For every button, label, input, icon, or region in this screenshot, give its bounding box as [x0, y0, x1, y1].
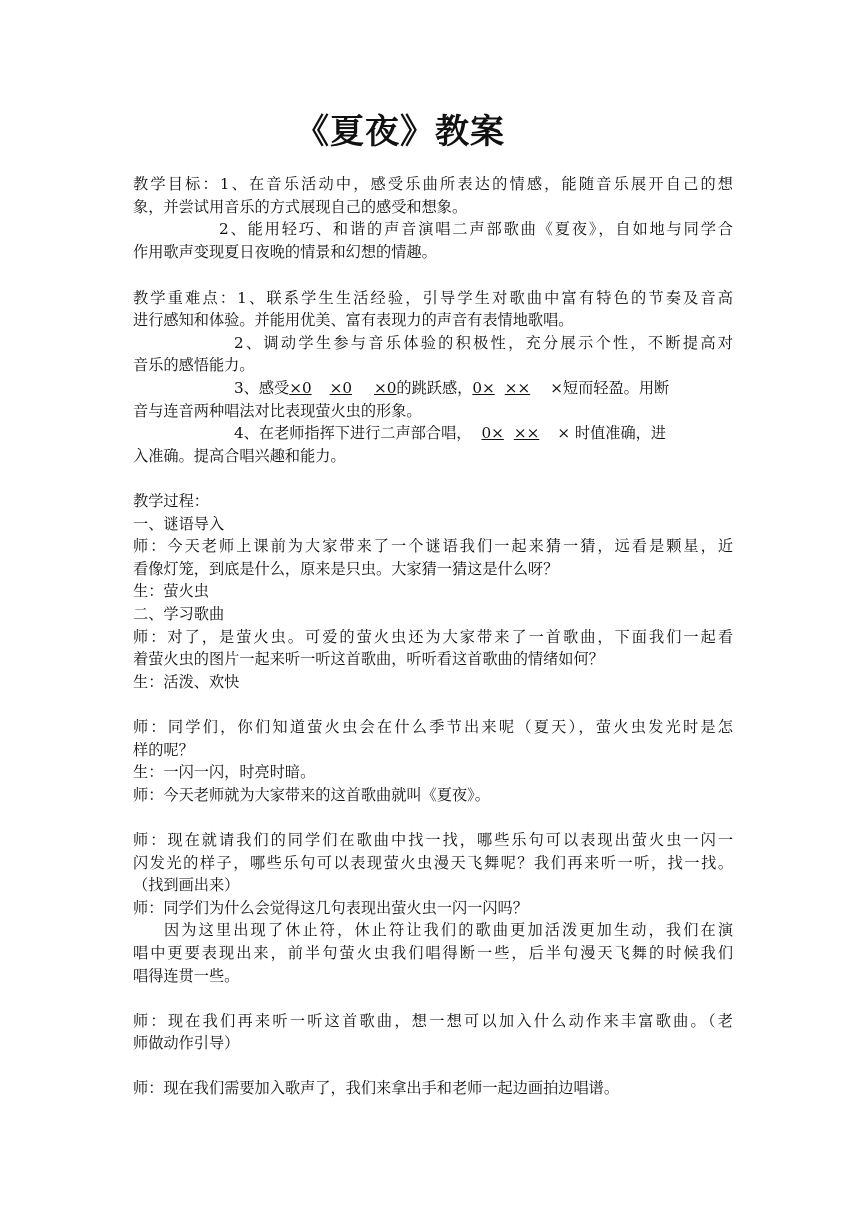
- dialogue-line: 因为这里出现了休止符，休止符让我们的歌曲更加活泼更加生动，我们在演: [164, 921, 733, 939]
- rhythm-text: 的跳跃感，: [396, 379, 473, 397]
- objectives-line-1: 教学目标：1、在音乐活动中，感受乐曲所表达的情感，能随音乐展开自己的想: [133, 175, 733, 193]
- dialogue-line: 生：萤火虫: [133, 582, 209, 600]
- dialogue-line: 生：活泼、欢快: [133, 673, 240, 691]
- dialogue-line: 师做动作引导）: [133, 1034, 240, 1052]
- rhythm-pattern: ××: [513, 424, 540, 442]
- objectives-line-2: 象，并尝试用音乐的方式展现自己的感受和想象。: [133, 198, 468, 216]
- rhythm-intro: 4、在老师指挥下进行二声部合唱，: [234, 424, 472, 442]
- rhythm-pattern: 0×: [481, 424, 504, 442]
- difficulties-line-8: 入准确。提高合唱兴趣和能力。: [133, 447, 346, 465]
- dialogue-line: 师：今天老师就为大家带来的这首歌曲就叫《夏夜》。: [133, 786, 490, 804]
- dialogue-line: 师：现在我们需要加入歌声了，我们来拿出手和老师一起边画拍边唱谱。: [133, 1079, 619, 1097]
- objectives-line-3: 2、能用轻巧、和谐的声音演唱二声部歌曲《夏夜》，自如地与同学合: [219, 220, 733, 238]
- document-title: 《夏夜》教案: [295, 112, 505, 152]
- difficulties-line-3: 2、调动学生参与音乐体验的积极性，充分展示个性，不断提高对: [234, 334, 733, 352]
- dialogue-line: 师：今天老师上课前为大家带来了一个谜语我们一起来猜一猜，远看是颗星，近: [133, 537, 733, 555]
- dialogue-line: （找到画出来）: [133, 876, 240, 894]
- dialogue-line: 师：现在就请我们的同学们在歌曲中找一找，哪些乐句可以表现出萤火虫一闪一: [133, 831, 733, 849]
- difficulties-line-1: 教学重难点：1、联系学生生活经验，引导学生对歌曲中富有特色的节奏及音高: [133, 289, 733, 307]
- difficulties-line-2: 进行感知和体验。并能用优美、富有表现力的声音有表情地歌唱。: [133, 311, 574, 329]
- dialogue-line: 唱得连贯一些。: [133, 967, 240, 985]
- dialogue-line: 闪发光的样子，哪些乐句可以表现萤火虫漫天飞舞呢？我们再来听一听，找一找。: [133, 854, 733, 872]
- dialogue-line: 看像灯笼，到底是什么，原来是只虫。大家猜一猜这是什么呀？: [133, 560, 559, 578]
- rhythm-text: ×短而轻盈。用断: [550, 379, 670, 397]
- rhythm-intro: 3、感受: [234, 379, 290, 397]
- dialogue-line: 师：同学们，你们知道萤火虫会在什么季节出来呢（夏天），萤火虫发光时是怎: [133, 718, 733, 736]
- rhythm-text: × 时值准确，进: [557, 424, 667, 442]
- objectives-line-4: 作用歌声变现夏日夜晚的情景和幻想的情趣。: [133, 243, 437, 261]
- rhythm-pattern: 0×: [472, 379, 495, 397]
- section-heading: 二、学习歌曲: [133, 605, 225, 623]
- rhythm-pattern: ××: [504, 379, 531, 397]
- difficulties-line-6: 音与连音两种唱法对比表现萤火虫的形象。: [133, 402, 422, 420]
- dialogue-line: 唱中更要表现出来，前半句萤火虫我们唱得断一些，后半句漫天飞舞的时候我们: [133, 944, 733, 962]
- dialogue-line: 样的呢？: [133, 741, 194, 759]
- dialogue-line: 师：同学们为什么会觉得这几句表现出萤火虫一闪一闪吗？: [133, 899, 528, 917]
- dialogue-line: 着萤火虫的图片一起来听一听这首歌曲，听听看这首歌曲的情绪如何？: [133, 650, 604, 668]
- process-heading: 教学过程：: [133, 492, 209, 510]
- rhythm-pattern: ×0: [374, 379, 397, 397]
- rhythm-pattern: ×0: [289, 379, 312, 397]
- difficulties-line-5: [234, 378, 733, 398]
- dialogue-line: 师：对了，是萤火虫。可爱的萤火虫还为大家带来了一首歌曲，下面我们一起看: [133, 628, 733, 646]
- rhythm-pattern: ×0: [329, 379, 353, 397]
- difficulties-line-4: 音乐的感悟能力。: [133, 356, 255, 374]
- difficulties-line-7: [234, 423, 733, 443]
- dialogue-line: 生：一闪一闪，时亮时暗。: [133, 763, 316, 781]
- dialogue-line: 师：现在我们再来听一听这首歌曲，想一想可以加入什么动作来丰富歌曲。（老: [133, 1012, 733, 1030]
- section-heading: 一、谜语导入: [133, 515, 225, 533]
